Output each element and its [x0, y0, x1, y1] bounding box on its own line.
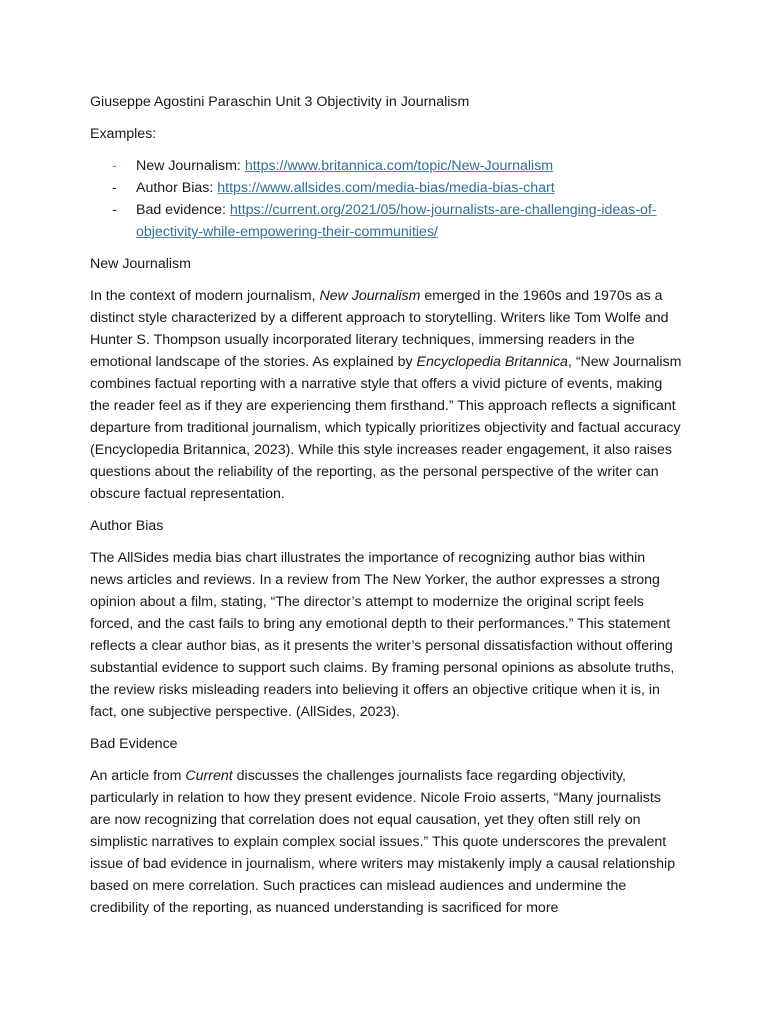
- emphasis-text: Encyclopedia Britannica: [416, 354, 568, 370]
- author-bias-link[interactable]: https://www.allsides.com/media-bias/media-bias-chart: [217, 180, 555, 196]
- new-journalism-link[interactable]: https://www.britannica.com/topic/New-Journalism: [244, 158, 554, 174]
- example-label: New Journalism:: [136, 158, 245, 174]
- paragraph-text: , “New Journalism combines factual reporting with a narrative style that offers a vivid picture of events, making the reader feel as if they are experiencing them firsthand.” This approach reflects a significant departure from traditional journalism, which typically prioritizes objectivity and factual accuracy (Encyclopedia Britannica, 2023). While this style increases reader engagement, it also raises questions about the reliability of the reporting, as the personal perspective of the writer can obscure factual representation.: [90, 354, 682, 502]
- emphasis-text: Current: [185, 768, 233, 784]
- new-journalism-paragraph: [90, 285, 682, 505]
- section-heading-bad-evidence: Bad Evidence: [90, 736, 178, 752]
- paragraph-text: emerged in the 1960s and 1970s as a distinct style characterized by a different approach to storytelling. Writers like Tom Wolfe and Hunter S. Thompson usually incorporated literary techniques, immersing readers in the emotional landscape of the stories. As explained by: [90, 288, 669, 370]
- bad-evidence-paragraph: [90, 765, 682, 919]
- bullet-dash-icon: -: [112, 158, 117, 174]
- document-title: Giuseppe Agostini Paraschin Unit 3 Objectivity in Journalism: [90, 94, 470, 110]
- examples-list: [90, 155, 682, 243]
- section-heading-author-bias: Author Bias: [90, 518, 164, 534]
- paragraph-text: An article from: [90, 768, 186, 784]
- bullet-dash-icon: -: [112, 180, 117, 196]
- example-item-bad-evidence: [90, 199, 682, 243]
- bullet-dash-icon: -: [112, 202, 117, 218]
- paragraph-text: In the context of modern journalism,: [90, 288, 320, 304]
- examples-label: Examples:: [90, 126, 157, 142]
- bad-evidence-link[interactable]: https://current.org/2021/05/how-journalists-are-challenging-ideas-of-objectivity-while-empowering-their-communities/: [136, 202, 657, 240]
- paragraph-text: discusses the challenges journalists face regarding objectivity, particularly in relation to how they present evidence. Nicole Froio asserts, “Many journalists are now recognizing that correlation does not equal causation, yet they often still rely on simplistic narratives to explain complex social issues.” This quote underscores the prevalent issue of bad evidence in journalism, where writers may mistakenly imply a causal relationship based on mere correlation. Such practices can mislead audiences and undermine the credibility of the reporting, as nuanced understanding is sacrificed for more: [90, 768, 676, 916]
- section-heading-new-journalism: New Journalism: [90, 256, 191, 272]
- emphasis-text: New Journalism: [319, 288, 421, 304]
- example-item-author-bias: [90, 177, 682, 199]
- document-page: [90, 91, 682, 929]
- author-bias-paragraph: The AllSides media bias chart illustrates the importance of recognizing author bias within news articles and reviews. In a review from The New Yorker, the author expresses a strong opinion about a film, stating, “The director’s attempt to modernize the original script feels forced, and the cast fails to bring any emotional depth to their performances.” This statement reflects a clear author bias, as it presents the writer’s personal dissatisfaction without offering substantial evidence to support such claims. By framing personal opinions as absolute truths, the review risks misleading readers into believing it offers an objective critique when it is, in fact, one subjective perspective. (AllSides, 2023).: [90, 550, 675, 720]
- example-label: Author Bias:: [136, 180, 218, 196]
- example-label: Bad evidence:: [136, 202, 230, 218]
- example-item-new-journalism: [90, 155, 682, 177]
